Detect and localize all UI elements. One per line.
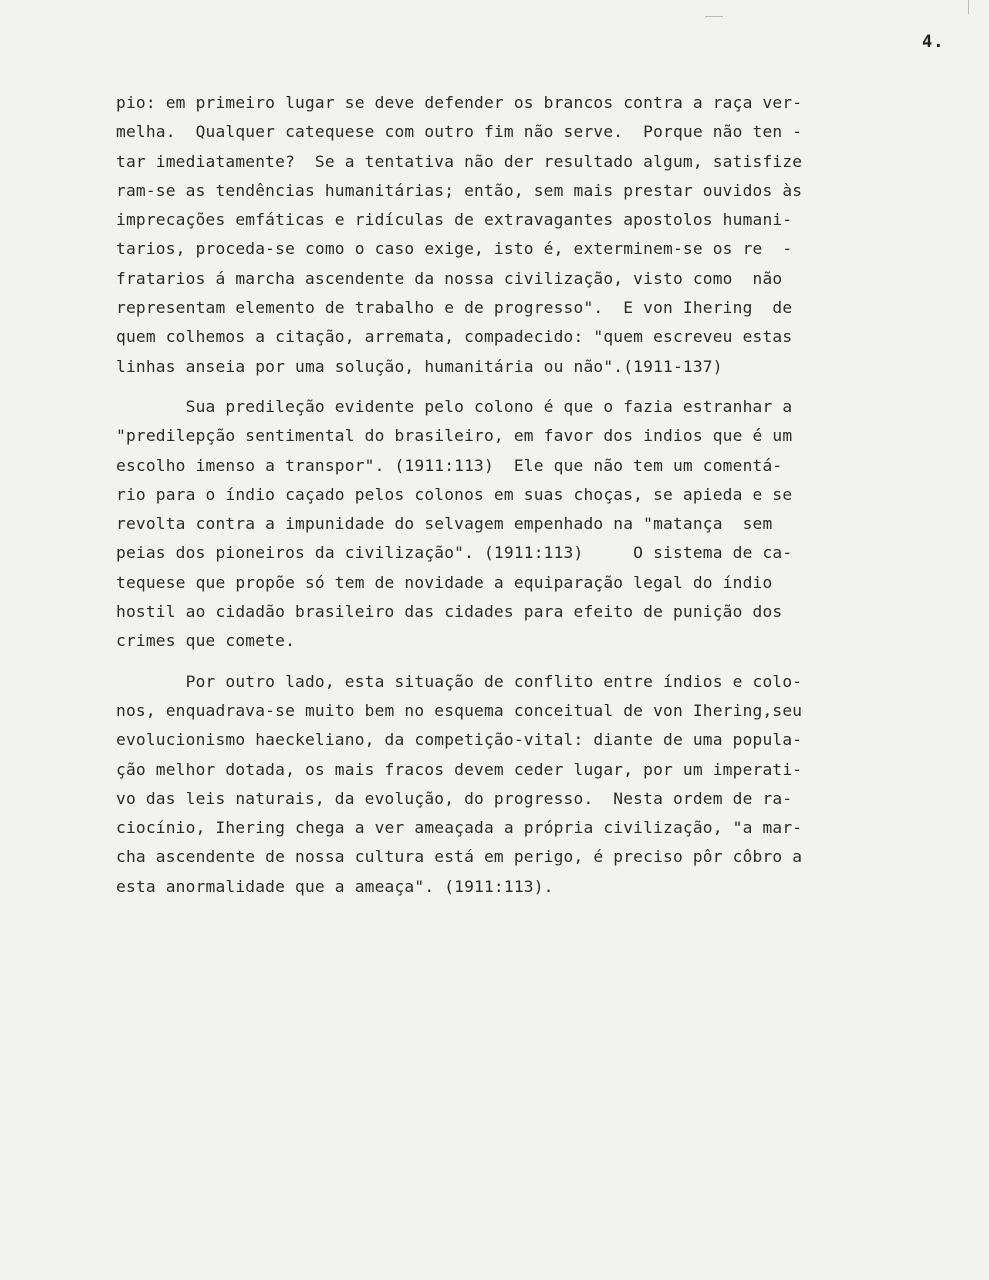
paragraph-gap xyxy=(116,381,946,392)
paragraph-3 xyxy=(116,667,946,901)
paragraph-2 xyxy=(116,392,946,656)
text-line: quem colhemos a citação, arremata, compadecido: "quem escreveu estas xyxy=(116,327,793,347)
text-line: esta anormalidade que a ameaça". (1911:113). xyxy=(116,876,554,896)
text-line: rio para o índio caçado pelos colonos em suas choças, se apieda e se xyxy=(116,484,793,504)
text-line: imprecações emfáticas e ridículas de extravagantes apostolos humani- xyxy=(116,210,793,230)
text-line: peias dos pioneiros da civilização". (1911:113) O sistema de ca- xyxy=(116,543,793,563)
text-line: vo das leis naturais, da evolução, do progresso. Nesta ordem de ra- xyxy=(116,788,793,808)
text-line: linhas anseia por uma solução, humanitária ou não".(1911-137) xyxy=(116,356,723,376)
text-line: escolho imenso a transpor". (1911:113) Ele que não tem um comentá- xyxy=(116,455,783,475)
text-line: Por outro lado, esta situação de conflito entre índios e colo- xyxy=(116,671,803,691)
paragraph-gap xyxy=(116,656,946,667)
paragraph-1 xyxy=(116,88,946,381)
text-line: Sua predileção evidente pelo colono é que o fazia estranhar a xyxy=(116,396,793,416)
text-line: hostil ao cidadão brasileiro das cidades para efeito de punição dos xyxy=(116,602,783,622)
text-line: ciocínio, Ihering chega a ver ameaçada a própria civilização, "a mar- xyxy=(116,818,803,838)
text-line: cha ascendente de nossa cultura está em perigo, é preciso pôr côbro a xyxy=(116,847,803,867)
text-line: ram-se as tendências humanitárias; então, sem mais prestar ouvidos às xyxy=(116,180,803,200)
text-line: pio: em primeiro lugar se deve defender os brancos contra a raça ver- xyxy=(116,93,803,112)
text-line: ção melhor dotada, os mais fracos devem ceder lugar, por um imperati- xyxy=(116,759,803,779)
text-line: tar imediatamente? Se a tentativa não der resultado algum, satisfize xyxy=(116,151,803,171)
corner-mark xyxy=(968,0,969,14)
text-line: crimes que comete. xyxy=(116,631,296,651)
body-text xyxy=(116,88,946,901)
stray-mark xyxy=(705,16,723,17)
text-line: tequese que propõe só tem de novidade a equiparação legal do índio xyxy=(116,572,773,592)
text-line: revolta contra a impunidade do selvagem empenhado na "matança sem xyxy=(116,514,773,534)
page-number: 4. xyxy=(922,32,945,52)
text-line: evolucionismo haeckeliano, da competição-vital: diante de uma popula- xyxy=(116,730,803,750)
text-line: melha. Qualquer catequese com outro fim não serve. Porque não ten - xyxy=(116,122,803,142)
text-line: "predilepção sentimental do brasileiro, em favor dos indios que é um xyxy=(116,426,793,446)
text-line: nos, enquadrava-se muito bem no esquema conceitual de von Ihering,seu xyxy=(116,700,803,720)
text-line: tarios, proceda-se como o caso exige, isto é, exterminem-se os re - xyxy=(116,239,793,259)
text-line: representam elemento de trabalho e de progresso". E von Ihering de xyxy=(116,298,793,318)
text-line: fratarios á marcha ascendente da nossa civilização, visto como não xyxy=(116,268,783,288)
